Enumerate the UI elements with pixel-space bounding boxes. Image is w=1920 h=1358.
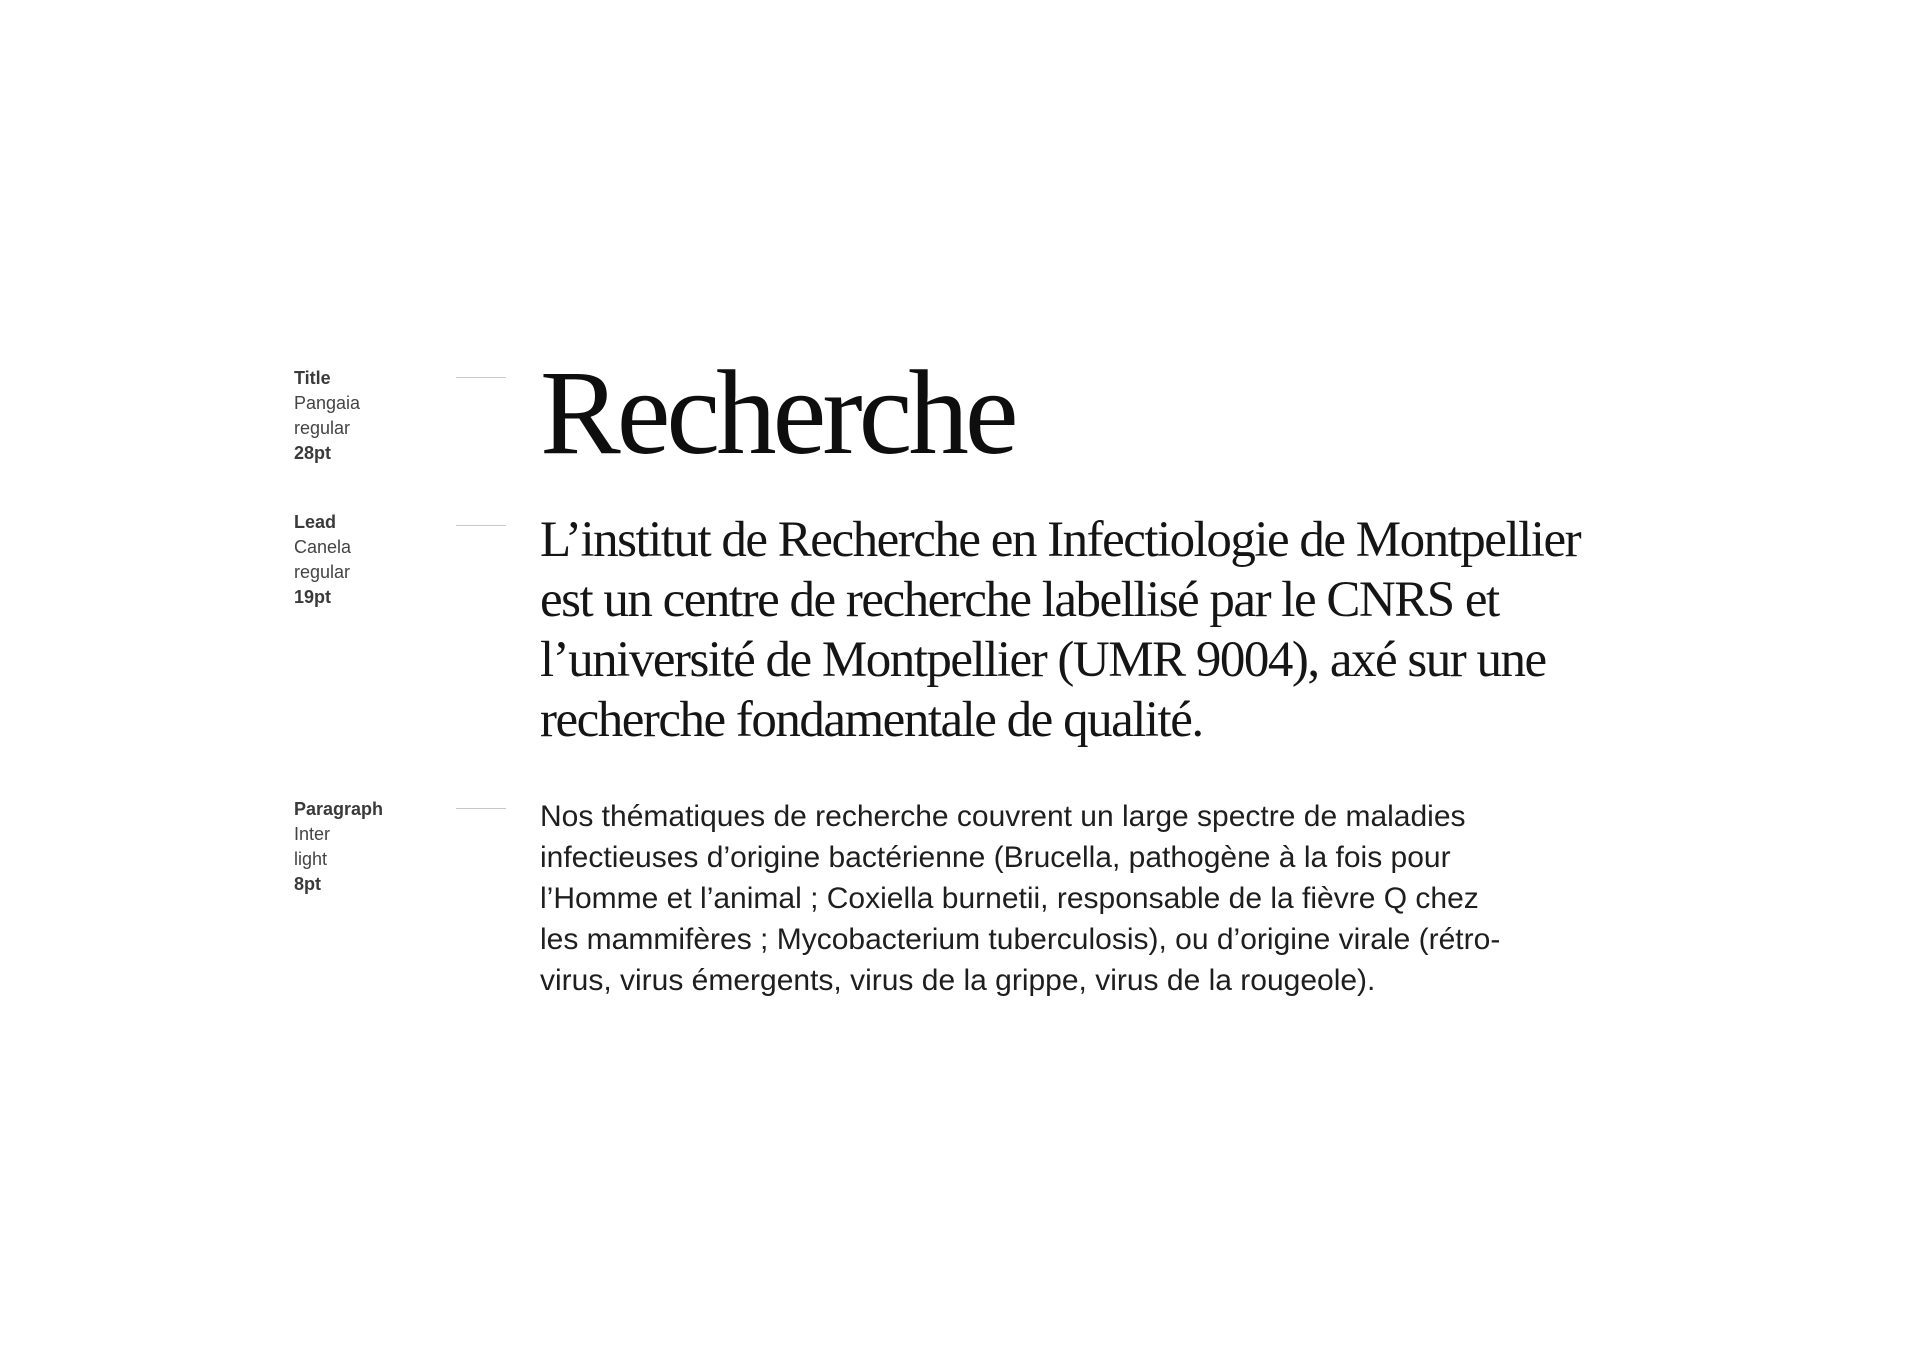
paragraph-sample-text — [540, 796, 1670, 1001]
lead-sample-text — [540, 510, 1660, 750]
lead-line: recherche fondamentale de qualité. — [540, 692, 1203, 748]
spec-style-name: Paragraph — [294, 799, 384, 819]
lead-line: est un centre de recherche labellisé par le CNRS et — [540, 572, 1499, 628]
spec-font-size: 8pt — [294, 874, 321, 894]
lead-line: l’université de Montpellier (UMR 9004), axé sur une — [540, 632, 1546, 688]
spec-font-weight: light — [294, 849, 328, 869]
paragraph-line: infectieuses d’origine bactérienne (Brucella, pathogène à la fois pour — [540, 841, 1451, 874]
paragraph-line: l’Homme et l’animal ; Coxiella burnetii, responsable de la fièvre Q chez — [540, 882, 1479, 915]
lead-line: L’institut de Recherche en Infectiologie de Montpellier — [540, 512, 1581, 568]
paragraph-line: les mammifères ; Mycobacterium tuberculosis), ou d’origine virale (rétro- — [540, 923, 1501, 956]
paragraph-divider-line — [456, 808, 506, 809]
title-divider-line — [456, 377, 506, 378]
spec-font-size: 19pt — [294, 587, 332, 607]
spec-font-weight: regular — [294, 418, 351, 438]
title-spec-label — [294, 366, 360, 466]
spec-font-size: 28pt — [294, 443, 332, 463]
spec-font-name: Inter — [294, 824, 331, 844]
lead-spec-label — [294, 510, 351, 610]
paragraph-line: virus, virus émergents, virus de la grippe, virus de la rougeole). — [540, 964, 1376, 997]
title-sample-text: Recherche — [540, 346, 1015, 480]
spec-font-weight: regular — [294, 562, 351, 582]
spec-font-name: Canela — [294, 537, 352, 557]
spec-style-name: Title — [294, 368, 331, 388]
spec-style-name: Lead — [294, 512, 337, 532]
lead-divider-line — [456, 525, 506, 526]
spec-font-name: Pangaia — [294, 393, 361, 413]
paragraph-spec-label — [294, 797, 383, 897]
paragraph-line: Nos thématiques de recherche couvrent un large spectre de maladies — [540, 800, 1466, 833]
